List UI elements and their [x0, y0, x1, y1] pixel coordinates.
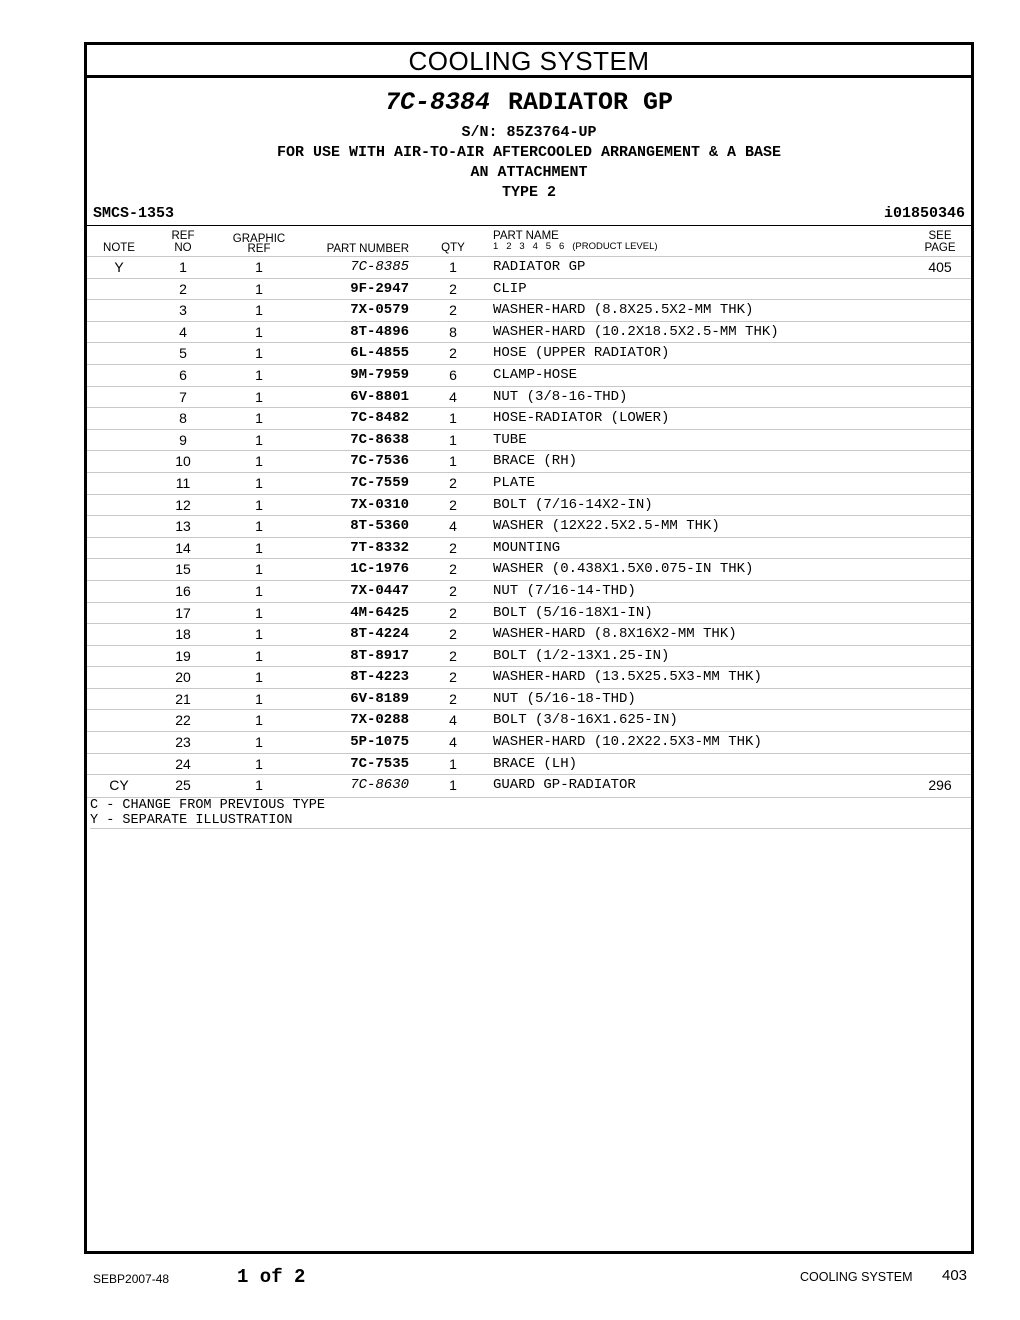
ref-no-cell: 23	[175, 734, 191, 751]
part-name-cell: HOSE (UPPER RADIATOR)	[493, 345, 670, 362]
qty-cell: 2	[449, 604, 457, 621]
graphic-ref-cell: 1	[255, 539, 263, 556]
part-number-cell[interactable]: 7C-8630	[350, 777, 409, 794]
table-row	[87, 515, 971, 537]
col-part-name: PART NAME	[493, 230, 559, 242]
ref-no-cell: 15	[175, 561, 191, 578]
col-ref-bottom: NO	[174, 242, 192, 254]
note-cell: CY	[109, 777, 129, 794]
ref-no-cell: 5	[179, 345, 187, 362]
ref-no-cell: 19	[175, 647, 191, 664]
part-name-cell: WASHER (12X22.5X2.5-MM THK)	[493, 518, 720, 535]
part-name-cell: WASHER-HARD (13.5X25.5X3-MM THK)	[493, 669, 762, 686]
see-page-cell[interactable]: 405	[928, 259, 952, 275]
ref-no-cell: 2	[179, 280, 187, 297]
type-label: TYPE 2	[501, 184, 556, 201]
part-name-cell: BOLT (7/16-14X2-IN)	[493, 496, 653, 513]
qty-cell: 2	[449, 539, 457, 556]
part-name-cell: NUT (7/16-14-THD)	[493, 582, 636, 599]
part-name-cell: PLATE	[493, 474, 536, 491]
qty-cell: 2	[449, 690, 457, 707]
serial-number: S/N: 85Z3764-UP	[461, 124, 597, 141]
col-graphic-top: GRAPHIC	[232, 233, 286, 245]
graphic-ref-cell: 1	[255, 561, 263, 578]
part-name-cell: GUARD GP-RADIATOR	[493, 777, 636, 794]
note-c: C - CHANGE FROM PREVIOUS TYPE	[90, 798, 325, 813]
part-name-cell: WASHER-HARD (10.2X22.5X3-MM THK)	[493, 734, 762, 751]
table-row	[87, 558, 971, 580]
col-graphic-bottom: REF	[247, 243, 271, 255]
usage-line-1: FOR USE WITH AIR-TO-AIR AFTERCOOLED ARRANGEMENT & A BASE	[276, 144, 782, 161]
ref-no-cell: 3	[179, 302, 187, 319]
ref-no-cell: 12	[175, 496, 191, 513]
qty-cell: 2	[449, 474, 457, 491]
table-row	[87, 709, 971, 731]
graphic-ref-cell: 1	[255, 410, 263, 427]
part-number-cell[interactable]: 7C-7536	[350, 453, 409, 470]
graphic-ref-cell: 1	[255, 259, 263, 275]
ref-no-cell: 24	[175, 755, 191, 772]
table-row	[87, 450, 971, 472]
page-of: 1 of 2	[237, 1266, 306, 1288]
ref-no-cell: 14	[175, 539, 191, 556]
smcs-code: SMCS-1353	[93, 205, 175, 222]
qty-cell: 2	[449, 582, 457, 599]
ref-no-cell: 11	[175, 474, 191, 491]
part-name-cell: HOSE-RADIATOR (LOWER)	[493, 410, 670, 427]
ref-no-cell: 13	[175, 518, 191, 535]
part-name-cell: CLIP	[493, 280, 527, 297]
note-y: Y - SEPARATE ILLUSTRATION	[90, 813, 971, 829]
qty-cell: 4	[449, 388, 457, 405]
page-frame	[84, 42, 974, 1254]
table-row	[87, 278, 971, 300]
part-name-cell: BRACE (LH)	[493, 755, 578, 772]
part-number-cell[interactable]: 7C-8482	[350, 410, 409, 427]
graphic-ref-cell: 1	[255, 582, 263, 599]
part-number-cell[interactable]: 5P-1075	[350, 734, 409, 751]
table-header	[87, 225, 971, 257]
graphic-ref-cell: 1	[255, 280, 263, 297]
table-row	[87, 342, 971, 364]
part-number-cell[interactable]: 7T-8332	[350, 539, 409, 556]
part-number-cell[interactable]: 8T-5360	[350, 518, 409, 535]
table-row	[87, 321, 971, 343]
section-title: COOLING SYSTEM	[87, 45, 971, 78]
qty-cell: 2	[449, 345, 457, 362]
part-name-cell: WASHER-HARD (10.2X18.5X2.5-MM THK)	[493, 323, 779, 340]
part-number-cell[interactable]: 6V-8189	[350, 690, 409, 707]
parts-table	[87, 256, 971, 796]
table-row	[87, 645, 971, 667]
ref-no-cell: 10	[175, 453, 191, 470]
qty-cell: 1	[449, 431, 457, 448]
table-row	[87, 666, 971, 688]
graphic-ref-cell: 1	[255, 626, 263, 643]
ref-no-cell: 4	[179, 323, 187, 340]
qty-cell: 2	[449, 561, 457, 578]
doc-id: SEBP2007-48	[93, 1272, 170, 1286]
illustration-id: i01850346	[883, 205, 965, 222]
qty-cell: 4	[449, 518, 457, 535]
qty-cell: 2	[449, 669, 457, 686]
part-number-cell[interactable]: 7C-7559	[350, 474, 409, 491]
graphic-ref-cell: 1	[255, 777, 263, 794]
part-number-cell[interactable]: 9M-7959	[350, 366, 409, 383]
ref-no-cell: 8	[179, 410, 187, 427]
graphic-ref-cell: 1	[255, 755, 263, 772]
qty-cell: 8	[449, 323, 457, 340]
ref-no-cell: 20	[175, 669, 191, 686]
ref-no-cell: 17	[175, 604, 191, 621]
graphic-ref-cell: 1	[255, 431, 263, 448]
part-name-cell: TUBE	[493, 431, 527, 448]
graphic-ref-cell: 1	[255, 366, 263, 383]
graphic-ref-cell: 1	[255, 345, 263, 362]
ref-no-cell: 7	[179, 388, 187, 405]
part-number-cell[interactable]: 7C-8385	[350, 259, 409, 275]
part-number-cell[interactable]: 4M-6425	[350, 604, 409, 621]
graphic-ref-cell: 1	[255, 690, 263, 707]
table-row	[87, 731, 971, 753]
part-name-cell: MOUNTING	[493, 539, 561, 556]
graphic-ref-cell: 1	[255, 734, 263, 751]
table-row	[87, 602, 971, 624]
qty-cell: 4	[449, 734, 457, 751]
part-number-cell[interactable]: 6L-4855	[350, 345, 409, 362]
table-row	[87, 472, 971, 494]
part-number-cell[interactable]: 7C-7535	[350, 755, 409, 772]
col-see-bottom: PAGE	[924, 242, 956, 254]
usage-line-2: AN ATTACHMENT	[470, 164, 588, 181]
table-row	[87, 364, 971, 386]
col-see-top: SEE	[928, 230, 952, 242]
part-name-cell: BOLT (3/8-16X1.625-IN)	[493, 712, 678, 729]
footer-section: COOLING SYSTEM	[800, 1270, 913, 1284]
qty-cell: 2	[449, 302, 457, 319]
table-row	[87, 386, 971, 408]
qty-cell: 4	[449, 712, 457, 729]
part-number-cell[interactable]: 8T-4896	[350, 323, 409, 340]
graphic-ref-cell: 1	[255, 496, 263, 513]
graphic-ref-cell: 1	[255, 712, 263, 729]
col-ref-top: REF	[171, 230, 195, 242]
col-part-number: PART NUMBER	[326, 243, 409, 255]
part-number-cell[interactable]: 8T-4224	[350, 626, 409, 643]
table-row	[87, 407, 971, 429]
graphic-ref-cell: 1	[255, 302, 263, 319]
table-row	[87, 256, 971, 278]
ref-no-cell: 1	[179, 259, 187, 275]
part-name-cell: NUT (5/16-18-THD)	[493, 690, 636, 707]
col-product-level: 1 2 3 4 5 6 (PRODUCT LEVEL)	[493, 241, 658, 252]
notes-legend	[87, 797, 971, 829]
table-row	[87, 299, 971, 321]
part-name-cell: WASHER-HARD (8.8X16X2-MM THK)	[493, 626, 737, 643]
ref-no-cell: 18	[175, 626, 191, 643]
part-number-cell[interactable]: 6V-8801	[350, 388, 409, 405]
ref-no-cell: 22	[175, 712, 191, 729]
part-number-cell[interactable]: 7X-0288	[350, 712, 409, 729]
graphic-ref-cell: 1	[255, 669, 263, 686]
group-header	[87, 83, 971, 203]
ref-no-cell: 9	[179, 431, 187, 448]
part-number-cell[interactable]: 8T-4223	[350, 669, 409, 686]
graphic-ref-cell: 1	[255, 518, 263, 535]
page-number: 403	[942, 1267, 968, 1284]
table-row	[87, 580, 971, 602]
ref-no-cell: 25	[175, 777, 191, 794]
part-name-cell: BOLT (1/2-13X1.25-IN)	[493, 647, 670, 664]
part-name-cell: BRACE (RH)	[493, 453, 578, 470]
table-row	[87, 494, 971, 516]
qty-cell: 6	[449, 366, 457, 383]
ref-no-cell: 6	[179, 366, 187, 383]
part-name-cell: CLAMP-HOSE	[493, 366, 578, 383]
part-number-cell[interactable]: 7X-0310	[350, 496, 409, 513]
qty-cell: 2	[449, 647, 457, 664]
part-number-cell[interactable]: 7X-0447	[350, 582, 409, 599]
table-row	[87, 623, 971, 645]
table-row	[87, 753, 971, 775]
table-row	[87, 537, 971, 559]
part-name-cell: WASHER-HARD (8.8X25.5X2-MM THK)	[493, 302, 754, 319]
graphic-ref-cell: 1	[255, 323, 263, 340]
group-part-number[interactable]: 7C-8384	[384, 88, 490, 117]
part-number-cell[interactable]: 9F-2947	[350, 280, 409, 297]
part-name-cell: WASHER (0.438X1.5X0.075-IN THK)	[493, 561, 754, 578]
group-title	[87, 83, 971, 123]
graphic-ref-cell: 1	[255, 453, 263, 470]
part-number-cell[interactable]: 7C-8638	[350, 431, 409, 448]
col-qty: QTY	[441, 242, 465, 254]
part-name-cell: RADIATOR GP	[493, 259, 586, 275]
qty-cell: 1	[449, 410, 457, 427]
graphic-ref-cell: 1	[255, 604, 263, 621]
see-page-cell[interactable]: 296	[928, 777, 952, 794]
ref-no-cell: 21	[175, 690, 191, 707]
qty-cell: 1	[449, 259, 457, 275]
graphic-ref-cell: 1	[255, 647, 263, 664]
qty-cell: 2	[449, 280, 457, 297]
part-name-cell: NUT (3/8-16-THD)	[493, 388, 628, 405]
part-name-cell: BOLT (5/16-18X1-IN)	[493, 604, 653, 621]
table-row	[87, 688, 971, 710]
group-name: RADIATOR GP	[508, 88, 674, 117]
qty-cell: 2	[449, 496, 457, 513]
qty-cell: 2	[449, 626, 457, 643]
part-number-cell[interactable]: 8T-8917	[350, 647, 409, 664]
graphic-ref-cell: 1	[255, 388, 263, 405]
part-number-cell[interactable]: 7X-0579	[350, 302, 409, 319]
table-row	[87, 774, 971, 796]
ref-no-cell: 16	[175, 582, 191, 599]
qty-cell: 1	[449, 755, 457, 772]
col-note: NOTE	[103, 242, 135, 254]
graphic-ref-cell: 1	[255, 474, 263, 491]
part-number-cell[interactable]: 1C-1976	[350, 561, 409, 578]
qty-cell: 1	[449, 777, 457, 794]
note-cell: Y	[114, 259, 124, 275]
qty-cell: 1	[449, 453, 457, 470]
table-row	[87, 429, 971, 451]
